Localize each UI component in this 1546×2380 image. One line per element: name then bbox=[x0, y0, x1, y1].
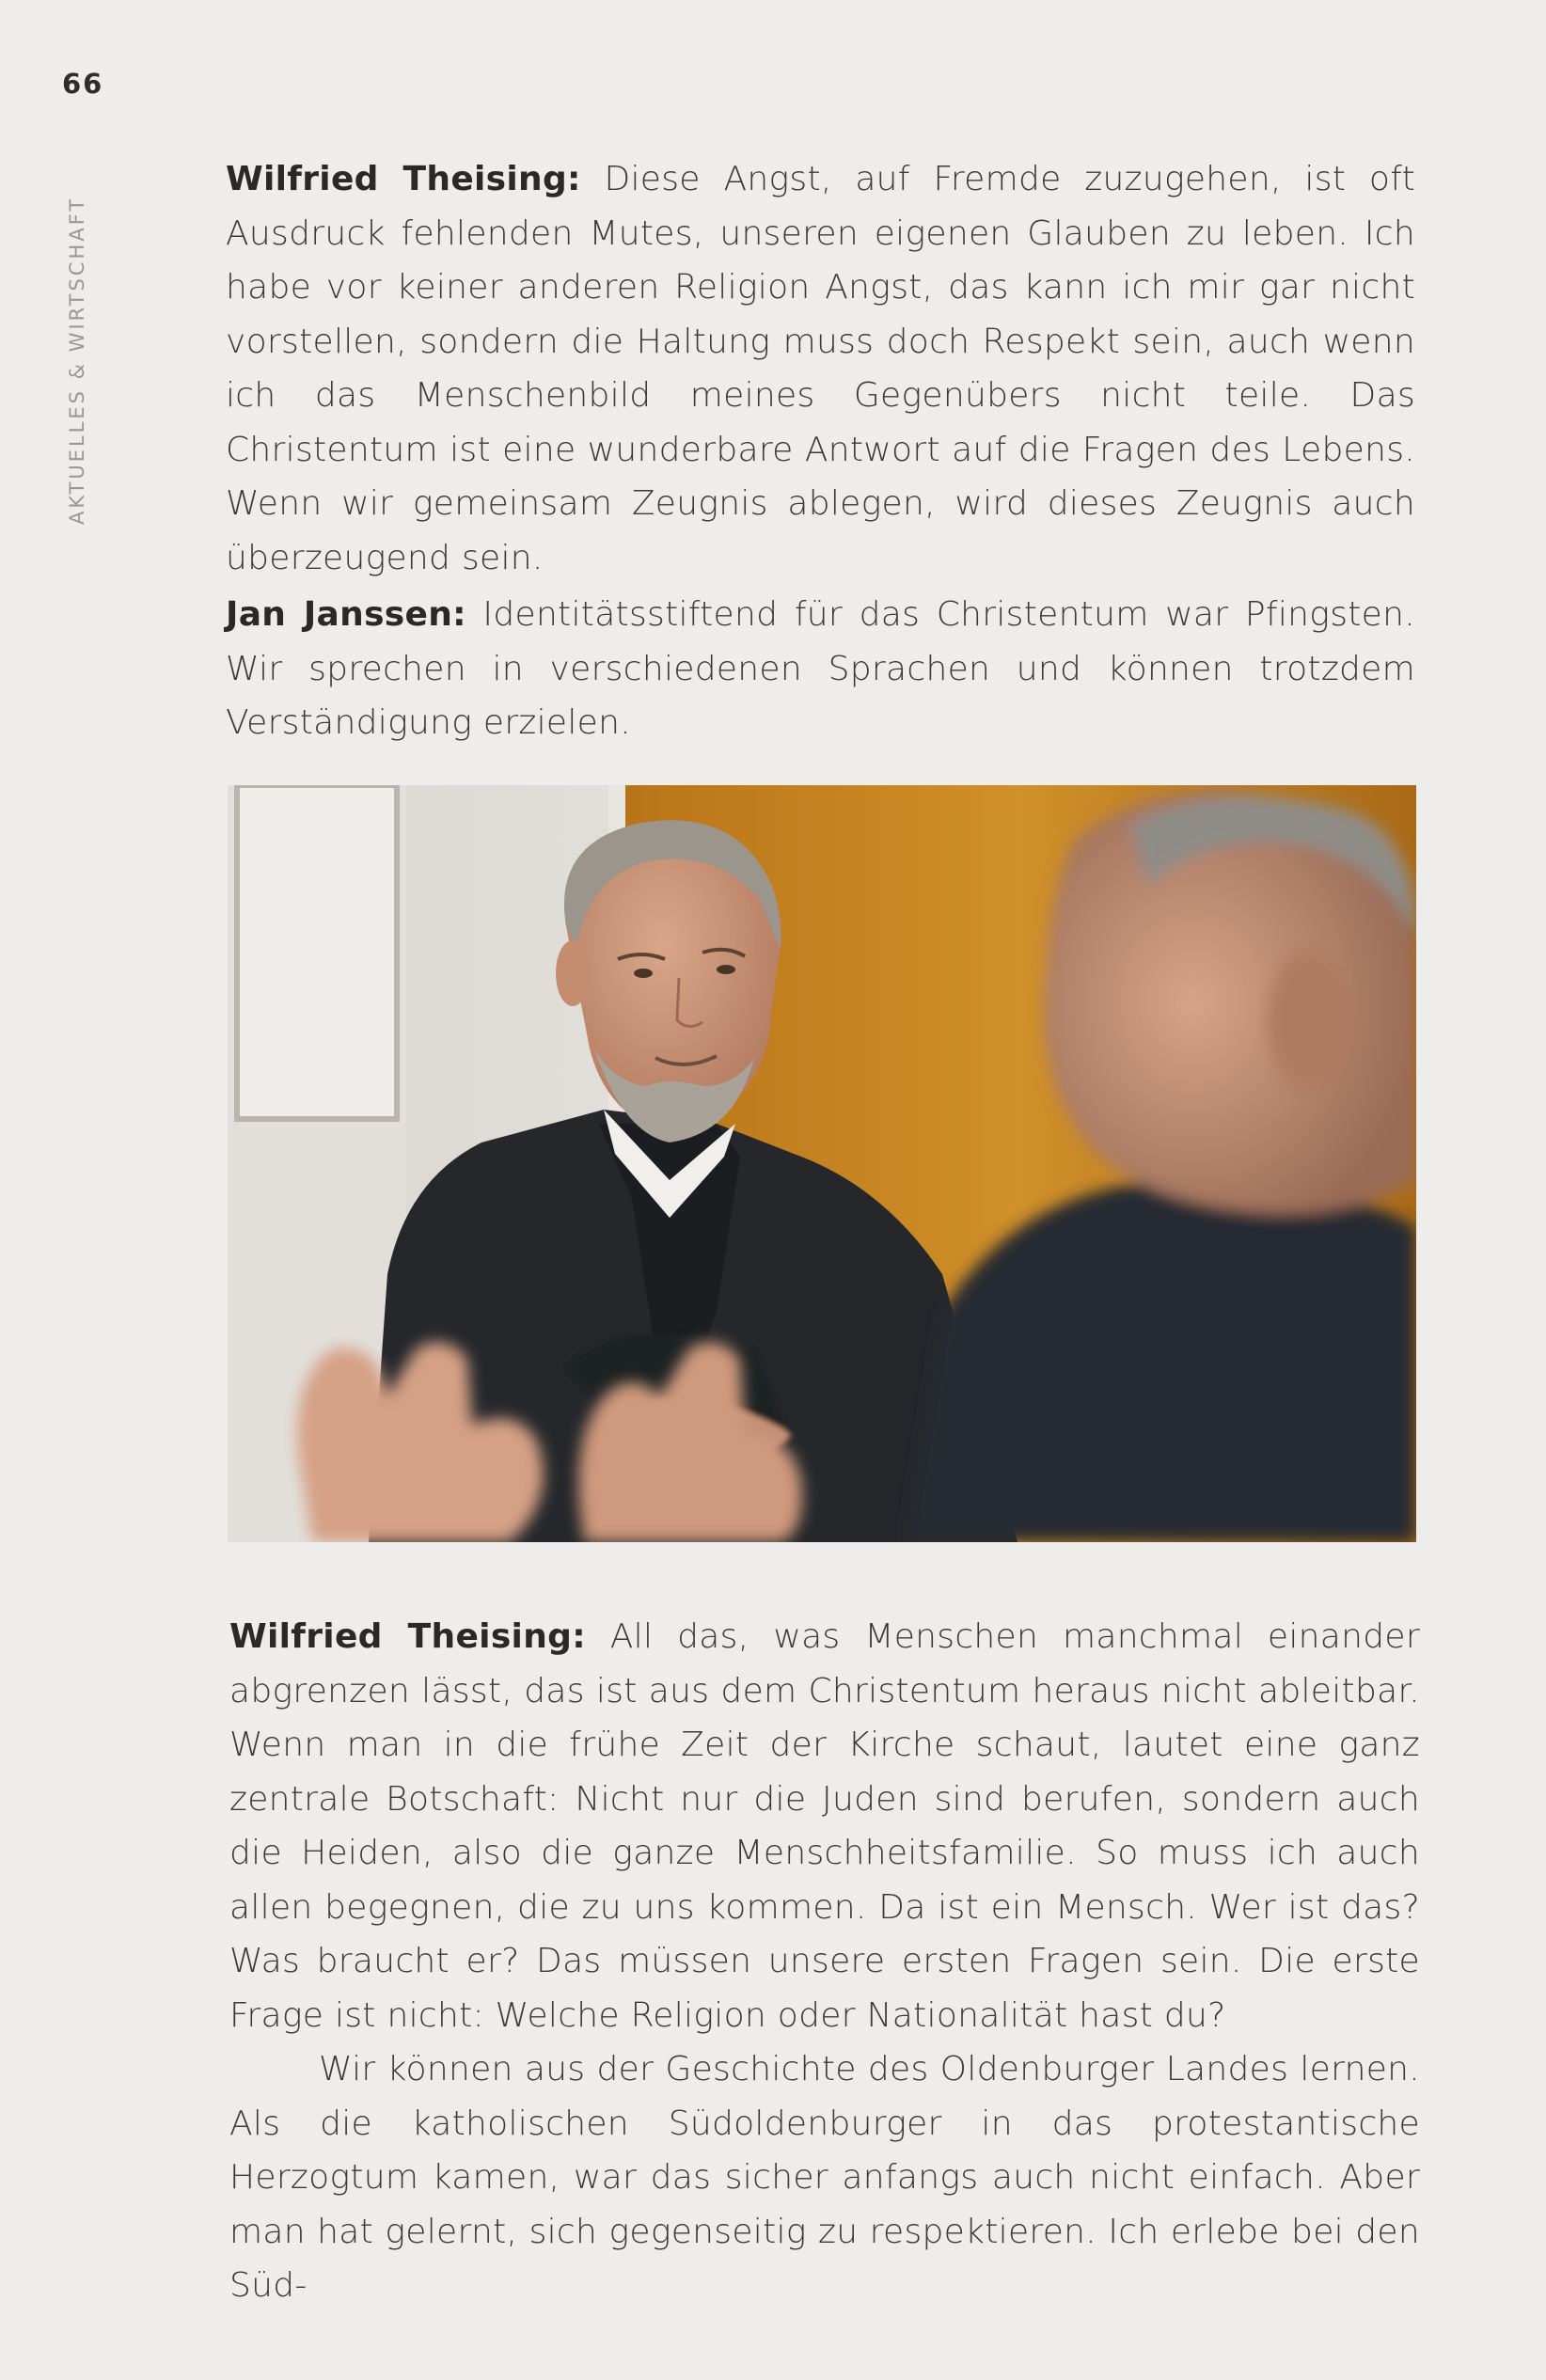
interview-answer-theising-2 bbox=[229, 1610, 1420, 2313]
interview-photo bbox=[228, 785, 1416, 1542]
paragraph bbox=[226, 588, 1415, 750]
answer-text: Identitätsstiftend für das Christentum war Pfingsten. Wir sprechen in verschiedenen Sprachen und können trotzdem Verständigung erzielen. bbox=[226, 595, 1415, 742]
section-label: AKTUELLES & WIRTSCHAFT bbox=[66, 196, 88, 525]
paragraph bbox=[229, 1610, 1420, 2042]
interview-answer-theising-1 bbox=[226, 152, 1415, 585]
interview-answer-janssen bbox=[226, 588, 1415, 750]
speaker-name: Wilfried Theising: bbox=[229, 1617, 586, 1656]
answer-text: Diese Angst, auf Fremde zuzugehen, ist oft Ausdruck fehlenden Mutes, unseren eigenen Glauben zu leben. Ich habe vor keiner anderen Religion Angst, das kann ich mir gar nicht vorstellen, sondern die Haltung muss doch Respekt sein, auch wenn ich das Menschenbild meines Gegenübers nicht teile. Das Christentum ist eine wunderbare Antwort auf die Fragen des Lebens. Wenn wir gemeinsam Zeugnis ablegen, wird dieses Zeugnis auch überzeugend sein. bbox=[226, 160, 1415, 577]
speaker-name: Jan Janssen: bbox=[226, 595, 466, 634]
speaker-name: Wilfried Theising: bbox=[226, 160, 581, 198]
paragraph bbox=[226, 152, 1415, 585]
paragraph: Wir können aus der Geschichte des Oldenburger Landes lernen. Als die katholischen Südoldenburger in das protestantische Herzogtum kamen, war das sicher anfangs auch nicht einfach. Aber man hat gelernt, sich gegenseitig zu respektieren. Ich erlebe bei den Süd- bbox=[229, 2050, 1420, 2305]
answer-text: All das, was Menschen manchmal einander abgrenzen lässt, das ist aus dem Christentum heraus nicht ableitbar. Wenn man in die frühe Zeit der Kirche schaut, lautet eine ganz zentrale Botschaft: Nicht nur die Juden sind berufen, sondern auch die Heiden, also die ganze Menschheitsfamilie. So muss ich auch allen begegnen, die zu uns kommen. Da ist ein Mensch. Wer ist das? Was braucht er? Das müssen unsere ersten Fragen sein. Die erste Frage ist nicht: Welche Religion oder Nationalität hast du? bbox=[229, 1617, 1420, 2035]
page-number: 66 bbox=[62, 68, 104, 100]
